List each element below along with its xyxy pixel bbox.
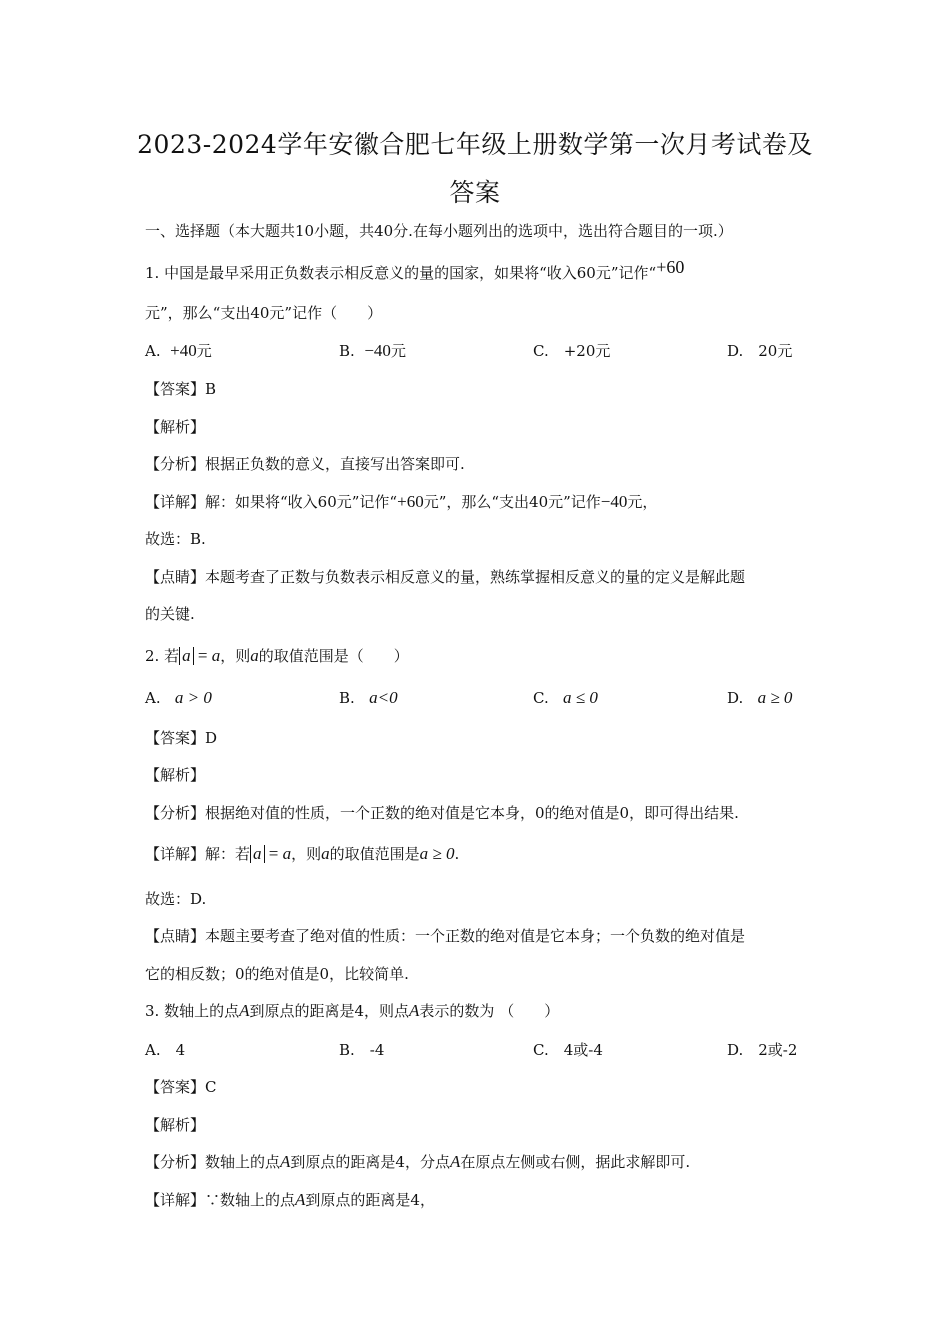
q2-detail: 【详解】解：若 a = a，则a的取值范围是a ≥ 0.	[145, 844, 460, 863]
q2-abs-value: a	[179, 647, 194, 665]
q1-detail: 【详解】解：如果将“收入60元”记作“+60元”，那么“支出40元”记作−40元，	[145, 492, 658, 511]
q1-option-b: B. −40元	[339, 341, 406, 360]
q1-stem-math: +60	[656, 257, 685, 277]
q1-answer: 【答案】B	[145, 380, 217, 398]
q2-choose: 故选：D.	[145, 890, 207, 908]
q2-comment-line-1: 【点睛】本题主要考查了绝对值的性质：一个正数的绝对值是它本身；一个负数的绝对值是	[145, 927, 746, 945]
q3-option-c: C. 4或-4	[533, 1041, 603, 1059]
q2-option-c: C. a ≤ 0	[533, 688, 598, 707]
q1-jiexi: 【解析】	[145, 418, 206, 436]
q1-option-c: C. +20元	[533, 342, 611, 360]
q3-detail: 【详解】∵数轴上的点A到原点的距离是4，	[145, 1190, 435, 1209]
q1-stem-line-2: 元”，那么“支出40元”记作（ ）	[145, 304, 383, 322]
q2-detail-abs-value: a	[250, 845, 265, 863]
q1-choose: 故选：B.	[145, 530, 206, 548]
q2-answer: 【答案】D	[145, 729, 218, 747]
q2-option-d: D. a ≥ 0	[727, 688, 793, 707]
q1-option-d: D. 20元	[727, 342, 793, 360]
q2-stem: 2. 若 a = a，则a的取值范围是（ ）	[145, 646, 409, 665]
page-title-line-2: 答案	[449, 178, 501, 207]
q3-stem: 3. 数轴上的点A到原点的距离是4，则点A表示的数为 （ ）	[145, 1001, 560, 1020]
q2-comment-line-2: 它的相反数；0的绝对值是0，比较简单.	[145, 965, 409, 983]
section-heading: 一、选择题（本大题共10小题，共40分.在每小题列出的选项中，选出符合题目的一项.）	[145, 222, 733, 240]
q2-jiexi: 【解析】	[145, 766, 206, 784]
q2-option-b: B. a<0	[339, 688, 398, 707]
q1-comment-line-2: 的关键.	[145, 605, 195, 623]
q3-option-d: D. 2或-2	[727, 1041, 798, 1059]
q1-comment-line-1: 【点睛】本题考查了正数与负数表示相反意义的量，熟练掌握相反意义的量的定义是解此题	[145, 568, 746, 586]
q1-option-a: A. +40元	[145, 341, 212, 360]
q3-option-a: A. 4	[145, 1041, 186, 1059]
q3-option-b: B. -4	[339, 1041, 385, 1059]
page-title-line-1: 2023-2024学年安徽合肥七年级上册数学第一次月考试卷及	[137, 130, 813, 159]
q3-analysis: 【分析】数轴上的点A到原点的距离是4，分点A在原点左侧或右侧，据此求解即可.	[145, 1152, 691, 1171]
q3-answer: 【答案】C	[145, 1078, 217, 1096]
q3-jiexi: 【解析】	[145, 1116, 206, 1134]
q1-stem-text: 1. 中国是最早采用正负数表示相反意义的量的国家，如果将“收入60元”记作“	[145, 264, 657, 282]
q2-option-a: A. a > 0	[145, 688, 212, 707]
q1-analysis: 【分析】根据正负数的意义，直接写出答案即可.	[145, 455, 465, 473]
q1-stem-line-1	[145, 257, 685, 283]
q2-analysis: 【分析】根据绝对值的性质，一个正数的绝对值是它本身，0的绝对值是0，即可得出结果.	[145, 804, 739, 822]
